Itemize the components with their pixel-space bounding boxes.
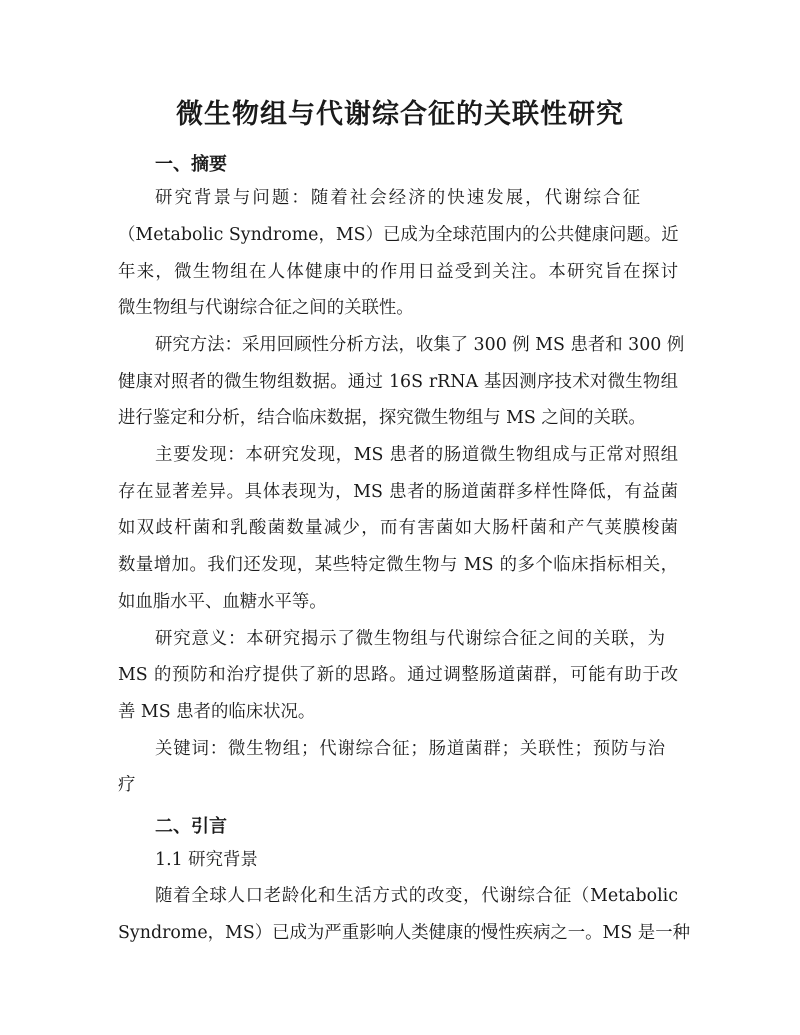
abstract-heading: 一、摘要 (155, 154, 227, 175)
paragraph-line: 研究方法：采用回顾性分析方法，收集了 300 例 MS 患者和 300 例 (155, 335, 685, 355)
paragraph-line: 数量增加。我们还发现，某些特定微生物与 MS 的多个临床指标相关， (118, 555, 678, 575)
paragraph-line: 研究意义：本研究揭示了微生物组与代谢综合征之间的关联，为 (155, 629, 665, 649)
paragraph-line: 随着全球人口老龄化和生活方式的改变，代谢综合征（Metabolic (155, 886, 678, 906)
document-title: 微生物组与代谢综合征的关联性研究 (176, 99, 624, 130)
paragraph-line: 微生物组与代谢综合征之间的关联性。 (118, 298, 414, 318)
keywords-line: 疗 (118, 775, 136, 795)
paragraph-line: MS 的预防和治疗提供了新的思路。通过调整肠道菌群，可能有助于改 (118, 665, 678, 685)
paragraph-line: 如血脂水平、血糖水平等。 (118, 592, 327, 612)
paragraph-line: （Metabolic Syndrome，MS）已成为全球范围内的公共健康问题。近 (118, 225, 679, 245)
intro-heading: 二、引言 (155, 816, 227, 837)
paragraph-line: 如双歧杆菌和乳酸菌数量减少，而有害菌如大肠杆菌和产气荚膜梭菌 (118, 518, 678, 538)
paragraph-line: 研究背景与问题：随着社会经济的快速发展，代谢综合征 (155, 188, 640, 208)
paragraph-line: 主要发现：本研究发现，MS 患者的肠道微生物组成与正常对照组 (155, 445, 678, 465)
paragraph-line: 进行鉴定和分析，结合临床数据，探究微生物组与 MS 之间的关联。 (118, 408, 646, 428)
paragraph-line: 年来，微生物组在人体健康中的作用日益受到关注。本研究旨在探讨 (118, 262, 678, 282)
paragraph-line: Syndrome，MS）已成为严重影响人类健康的慢性疾病之一。MS 是一种 (118, 923, 690, 943)
paragraph-line: 存在显著差异。具体表现为，MS 患者的肠道菌群多样性降低，有益菌 (118, 482, 678, 502)
subsection-heading: 1.1 研究背景 (155, 850, 258, 870)
paragraph-line: 健康对照者的微生物组数据。通过 16S rRNA 基因测序技术对微生物组 (118, 372, 678, 392)
keywords-line: 关键词：微生物组；代谢综合征；肠道菌群；关联性；预防与治 (155, 739, 665, 759)
paragraph-line: 善 MS 患者的临床状况。 (118, 702, 316, 722)
